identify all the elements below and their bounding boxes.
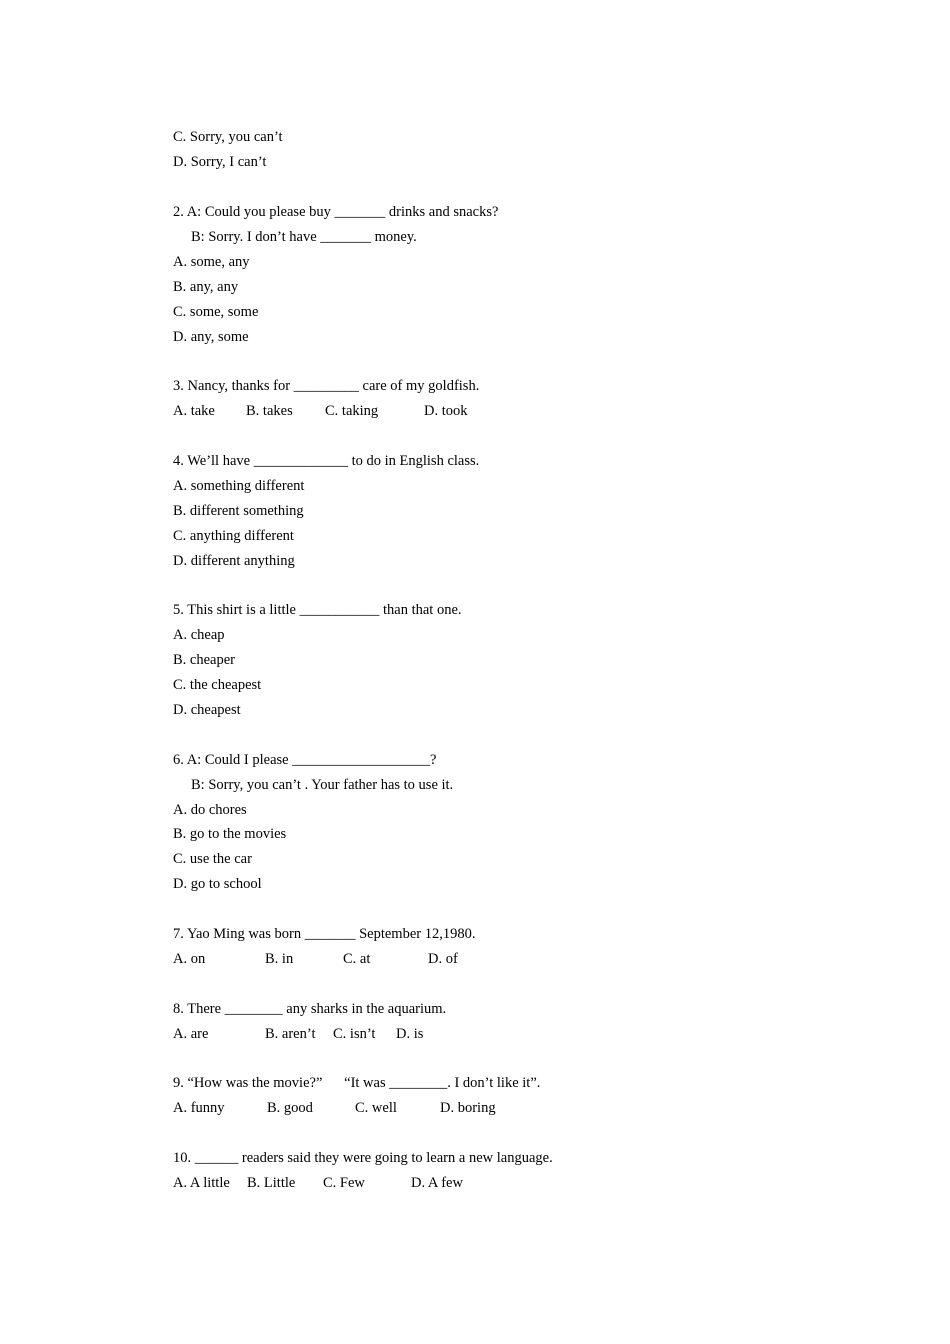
q8-option-b: B. aren’t	[265, 1026, 316, 1042]
q7-option-d: D. of	[428, 951, 458, 967]
q5-option-b: B. cheaper	[173, 652, 235, 668]
q2-stem: 2. A: Could you please buy _______ drinks and snacks?	[173, 204, 499, 220]
q7-option-b: B. in	[265, 951, 294, 967]
q6-stem-reply: B: Sorry, you can’t . Your father has to use it.	[191, 777, 454, 793]
q6-option-a: A. do chores	[173, 802, 247, 818]
q6-option-b: B. go to the movies	[173, 826, 287, 842]
q2-stem-reply: B: Sorry. I don’t have _______ money.	[191, 229, 417, 245]
q9-stem: 9. “How was the movie?” “It was ________. I don’t like it”.	[173, 1075, 541, 1091]
q6-option-c: C. use the car	[173, 851, 252, 867]
q5-option-d: D. cheapest	[173, 702, 241, 718]
q5-option-c: C. the cheapest	[173, 677, 262, 693]
q1-option-d: D. Sorry, I can’t	[173, 154, 267, 170]
q2-option-d: D. any, some	[173, 329, 249, 345]
q3-stem: 3. Nancy, thanks for _________ care of my goldfish.	[173, 378, 480, 394]
q10-stem: 10. ______ readers said they were going to learn a new language.	[173, 1150, 553, 1166]
q9-option-a: A. funny	[173, 1100, 225, 1116]
q4-option-c: C. anything different	[173, 528, 294, 544]
q8-option-a: A. are	[173, 1026, 209, 1042]
q8-option-c: C. isn’t	[333, 1026, 376, 1042]
q2-option-b: B. any, any	[173, 279, 239, 295]
q10-option-b: B. Little	[247, 1175, 296, 1191]
q4-option-d: D. different anything	[173, 553, 295, 569]
q7-stem: 7. Yao Ming was born _______ September 12,1980.	[173, 926, 476, 942]
q6-option-d: D. go to school	[173, 876, 262, 892]
q1-option-c: C. Sorry, you can’t	[173, 129, 283, 145]
q2-option-a: A. some, any	[173, 254, 250, 270]
q5-stem: 5. This shirt is a little ___________ than that one.	[173, 602, 462, 618]
q9-option-d: D. boring	[440, 1100, 496, 1116]
q3-option-a: A. take	[173, 403, 215, 419]
q9-option-b: B. good	[267, 1100, 313, 1116]
q8-stem: 8. There ________ any sharks in the aquarium.	[173, 1001, 447, 1017]
q7-option-a: A. on	[173, 951, 206, 967]
q4-stem: 4. We’ll have _____________ to do in English class.	[173, 453, 480, 469]
q4-option-b: B. different something	[173, 503, 304, 519]
q8-option-d: D. is	[396, 1026, 424, 1042]
q10-option-a: A. A little	[173, 1175, 230, 1191]
q5-option-a: A. cheap	[173, 627, 225, 643]
q3-option-b: B. takes	[246, 403, 293, 419]
q6-stem: 6. A: Could I please ___________________?	[173, 752, 437, 768]
q3-option-c: C. taking	[325, 403, 379, 419]
q3-option-d: D. took	[424, 403, 468, 419]
q9-option-c: C. well	[355, 1100, 397, 1116]
q7-option-c: C. at	[343, 951, 371, 967]
q2-option-c: C. some, some	[173, 304, 259, 320]
q10-option-c: C. Few	[323, 1175, 365, 1191]
q4-option-a: A. something different	[173, 478, 305, 494]
q10-option-d: D. A few	[411, 1175, 463, 1191]
